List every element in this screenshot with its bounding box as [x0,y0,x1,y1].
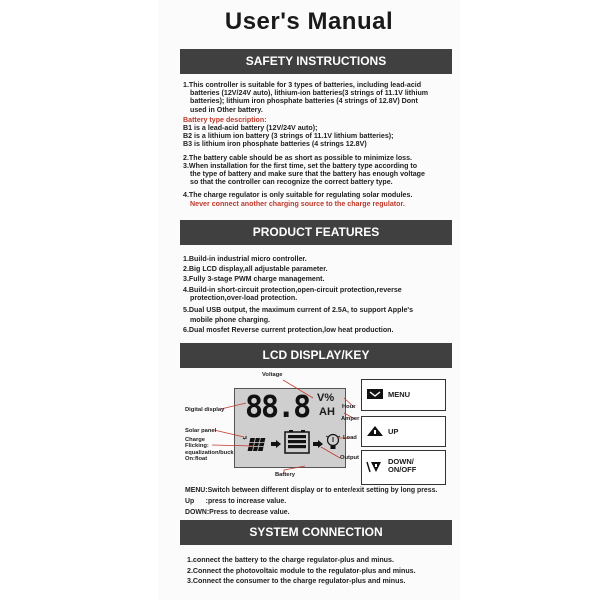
label-charge-line4: On:float [185,456,208,463]
system-step-1: 1.connect the battery to the charge regulator-plus and minus. [187,556,394,564]
menu-key-icon [366,388,384,400]
system-section-header: SYSTEM CONNECTION [180,520,452,545]
label-charge-line3: equalization/buck [185,449,234,456]
safety-item1-line3: batteries); lithium iron phosphate batteries (4 strings of 12.8V) Dont [190,97,418,106]
label-digital-display: Digital display [185,407,225,413]
feature-5-line2: mobile phone charging. [190,315,271,324]
help-up: Up :press to increase value. [185,497,287,505]
down-key[interactable] [361,450,446,485]
safety-section-header: SAFETY INSTRUCTIONS [180,49,452,74]
help-menu: MENU:Switch between different display or to enter/exit setting by long press. [185,487,438,494]
label-charge-line2: Flicking: [185,443,209,450]
label-output: Output [340,455,359,461]
safety-item4-line2: Never connect another charging source to the charge regulator. [190,199,405,208]
battery-b3: B3 is lithium iron phosphate batteries (4 strings 12.8V) [183,140,367,149]
up-key-label: UP [388,427,399,436]
features-section-header: PRODUCT FEATURES [180,220,452,245]
label-battery: Battery [275,472,295,478]
lcd-unit-vpercent: V% [317,392,335,404]
menu-key[interactable] [361,379,446,411]
label-solar-panel: Solar panel [185,428,217,434]
safety-item1-line4: used in Other battery. [190,105,263,114]
up-arrow-icon [366,425,384,437]
page-title: User's Manual [224,8,394,35]
menu-key-label: MENU [388,390,411,399]
lcd-digits: 88.8 [245,390,310,425]
feature-6: 6.Dual mosfet Reverse current protection,low heat production. [183,326,394,335]
system-step-2: 2.Connect the photovoltaic module to the regulator-plus and minus. [187,566,416,575]
feature-4-line1: 4.Build-in short-circuit protection,open-circuit protection,reverse [183,285,402,294]
safety-item3-line1: 3.When installation for the first time, set the battery type according to [183,161,418,170]
safety-item2: 2.The battery cable should be as short as possible to minimize loss. [183,153,413,162]
feature-1: 1.Build-in industrial micro controller. [183,255,307,263]
down-arrow-icon [366,461,384,473]
feature-5-line1: 5.Dual USB output, the maximum current of 2.5A, to support Apple's [183,305,414,314]
label-charge [185,437,234,463]
battery-type-title: Battery type description: [183,115,267,124]
feature-3: 3.Fully 3-stage PWM charge management. [183,275,325,284]
help-down: DOWN:Press to decrease value. [185,508,290,516]
label-hour: Hour [342,404,356,410]
feature-2: 2.Big LCD display,all adjustable parameter. [183,265,328,274]
down-key-label [388,458,416,474]
manual-page [158,0,460,600]
label-amper: Amper [341,416,360,422]
up-key[interactable] [361,416,446,447]
label-load: Load [343,435,357,441]
feature-4-line2: protection,over-load protection. [190,293,298,302]
battery-b1: B1 is a lead-acid battery (12V/24V auto); [183,124,318,133]
safety-item1-line2: batteries (12V/24V auto), lithium-ion batteries(3 strings of 11.1V lithium [190,89,429,98]
key-help-text [185,486,457,518]
down-key-label-line1: DOWN/ [388,457,414,466]
label-charge-line1: Charge [185,437,205,443]
safety-item3-line3: so that the controller can recognize the correct battery type. [190,178,393,187]
system-step-3: 3.Connect the consumer to the charge regulator-plus and minus. [187,577,406,586]
system-text [187,555,459,587]
battery-b2: B2 is a lithium ion battery (3 strings of 11.1V lithium batteries); [183,132,394,141]
safety-item3-line2: the type of battery and make sure that the battery has enough voltage [190,170,425,179]
down-key-label-line2: ON/OFF [388,465,417,474]
safety-item1-line1: 1.This controller is suitable for 3 types of batteries, including lead-acid [183,81,422,89]
safety-item4-line1: 4.The charge regulator is only suitable for regulating solar modules. [183,191,413,200]
lcd-unit-ah: AH [319,406,335,418]
label-voltage: Voltage [262,372,283,378]
lcd-section-header: LCD DISPLAY/KEY [180,343,452,368]
